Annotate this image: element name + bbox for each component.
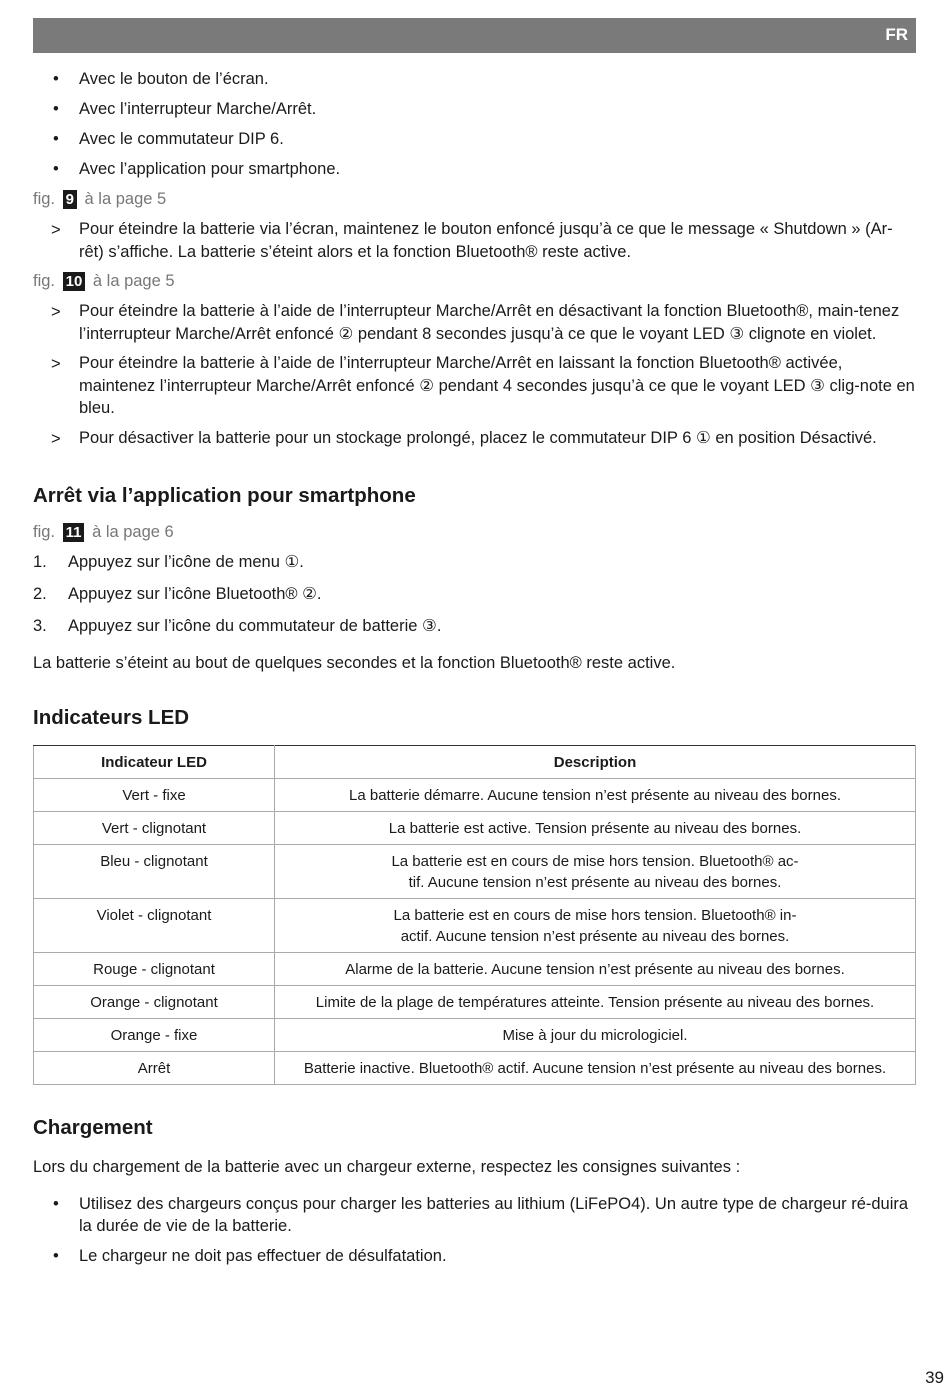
table-cell: Bleu - clignotant <box>34 845 275 899</box>
table-cell: La batterie est en cours de mise hors tension. Bluetooth® in-actif. Aucune tension n’est présente au niveau des bornes. <box>275 899 916 953</box>
figure-reference: fig. 9 à la page 5 <box>33 190 167 208</box>
figure-number: 11 <box>63 523 85 542</box>
intro-bullet-list <box>33 68 916 180</box>
list-item-text: Avec l’application pour smartphone. <box>79 160 341 178</box>
table-cell: La batterie est active. Tension présente au niveau des bornes. <box>275 812 916 845</box>
list-item-text: Avec le bouton de l’écran. <box>79 70 269 88</box>
table-row <box>34 953 916 986</box>
chevron-right-icon: > <box>51 221 61 239</box>
table-row <box>34 1052 916 1085</box>
list-item: • Utilisez des chargeurs conçus pour charger les batteries au lithium (LiFePO4). Un autre type de chargeur ré-duira la durée de vie de la batterie. <box>53 1195 909 1235</box>
chevron-right-icon: > <box>51 355 61 373</box>
table-header-cell: Description <box>275 746 916 779</box>
section-heading-led: Indicateurs LED <box>33 706 190 729</box>
table-header-cell: Indicateur LED <box>34 746 275 779</box>
table-cell: La batterie est en cours de mise hors tension. Bluetooth® ac-tif. Aucune tension n’est présente au niveau des bornes. <box>275 845 916 899</box>
table-cell: Orange - fixe <box>34 1019 275 1052</box>
list-item: • Avec le bouton de l’écran. <box>53 70 269 88</box>
table-cell: Batterie inactive. Bluetooth® actif. Aucune tension n’est présente au niveau des bornes. <box>275 1052 916 1085</box>
table-cell: Rouge - clignotant <box>34 953 275 986</box>
table-row <box>34 779 916 812</box>
table-row <box>34 1019 916 1052</box>
charge-intro: Lors du chargement de la batterie avec un chargeur externe, respectez les consignes suivantes : <box>33 1158 741 1176</box>
section-heading-app: Arrêt via l’application pour smartphone <box>33 484 416 507</box>
header-bar <box>33 18 916 53</box>
table-cell: Vert - clignotant <box>34 812 275 845</box>
table-cell: Limite de la plage de températures atteinte. Tension présente au niveau des bornes. <box>275 986 916 1019</box>
list-item: • Le chargeur ne doit pas effectuer de désulfatation. <box>53 1247 447 1265</box>
numbered-step: 1. Appuyez sur l’icône de menu ①. <box>33 553 304 571</box>
table-cell: Arrêt <box>34 1052 275 1085</box>
figure-reference: fig. 10 à la page 5 <box>33 272 175 290</box>
table-cell: Orange - clignotant <box>34 986 275 1019</box>
table-cell: La batterie démarre. Aucune tension n’est présente au niveau des bornes. <box>275 779 916 812</box>
table-row <box>34 845 916 899</box>
numbered-step: 2. Appuyez sur l’icône Bluetooth® ②. <box>33 585 322 603</box>
list-item-text: Utilisez des chargeurs conçus pour charger les batteries au lithium (LiFePO4). Un autre type de chargeur ré-duira la durée de vie de la batterie. <box>79 1195 909 1235</box>
table-cell: Violet - clignotant <box>34 899 275 953</box>
figure-reference: fig. 11 à la page 6 <box>33 523 174 541</box>
numbered-step: 3. Appuyez sur l’icône du commutateur de batterie ③. <box>33 617 442 635</box>
instruction-step: > Pour éteindre la batterie via l’écran, maintenez le bouton enfoncé jusqu’à ce que le message « Shutdown » (Ar-rêt) s’affiche. La batterie s’éteint alors et la fonction Bluetooth® reste active. <box>51 220 893 261</box>
table-cell: Mise à jour du micrologiciel. <box>275 1019 916 1052</box>
page-number: 39 <box>925 1368 944 1387</box>
table-row <box>34 899 916 953</box>
figure-number: 10 <box>63 272 86 291</box>
result-paragraph: La batterie s’éteint au bout de quelques secondes et la fonction Bluetooth® reste active. <box>33 654 676 672</box>
list-item: • Avec l’interrupteur Marche/Arrêt. <box>53 100 317 118</box>
table-header-row <box>34 746 916 779</box>
list-item: • Avec le commutateur DIP 6. <box>53 130 284 148</box>
figure-number: 9 <box>63 190 77 209</box>
instruction-step: > Pour désactiver la batterie pour un stockage prolongé, placez le commutateur DIP 6 ① en position Désactivé. <box>33 427 916 450</box>
page-content <box>33 68 916 1275</box>
chevron-right-icon: > <box>51 429 61 448</box>
list-item-text: Avec l’interrupteur Marche/Arrêt. <box>79 100 317 118</box>
table-row <box>34 986 916 1019</box>
list-item: • Avec l’application pour smartphone. <box>53 160 341 178</box>
list-item-text: Avec le commutateur DIP 6. <box>79 130 284 148</box>
list-item-text: Le chargeur ne doit pas effectuer de désulfatation. <box>79 1247 447 1265</box>
instruction-step: > Pour éteindre la batterie à l’aide de l’interrupteur Marche/Arrêt en laissant la fonction Bluetooth® activée, maintenez l’interrupteur Marche/Arrêt enfoncé ② pendant 4 secondes jusqu’à ce que le voyant LED ③ clig-note en bleu. <box>51 354 915 417</box>
section-heading-charge: Chargement <box>33 1116 153 1139</box>
table-cell: Vert - fixe <box>34 779 275 812</box>
led-table <box>33 745 916 1085</box>
table-cell: Alarme de la batterie. Aucune tension n’est présente au niveau des bornes. <box>275 953 916 986</box>
chevron-right-icon: > <box>51 303 61 321</box>
instruction-step: > Pour éteindre la batterie à l’aide de l’interrupteur Marche/Arrêt en désactivant la fonction Bluetooth®, main-tenez l’interrupteur Marche/Arrêt enfoncé ② pendant 8 secondes jusqu’à ce que le voyant LED ③ clignote en violet. <box>51 302 900 343</box>
table-row <box>34 812 916 845</box>
language-label: FR <box>885 25 908 44</box>
